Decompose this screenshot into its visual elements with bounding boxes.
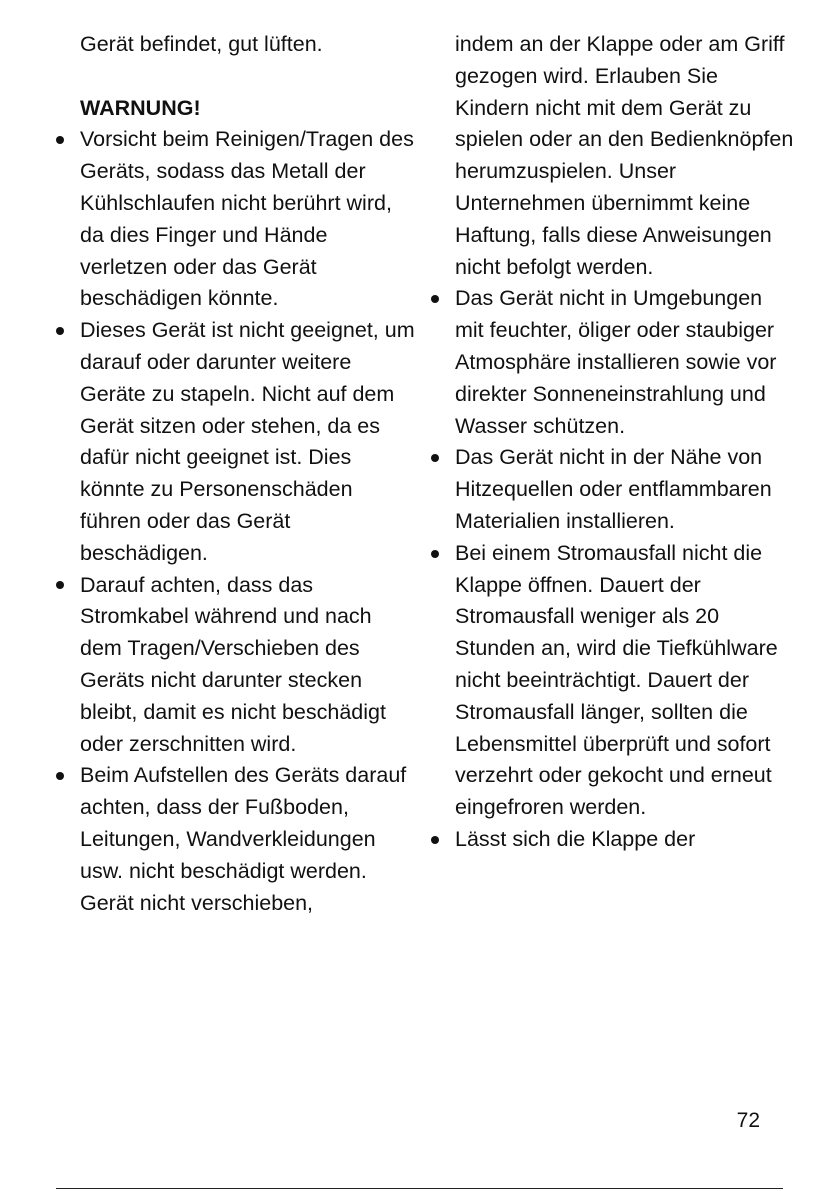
- continuation-paragraph: indem an der Klappe oder am Griff gezogen wird. Erlauben Sie Kindern nicht mit dem Gerät zu spielen oder an den Bedienknöpfen herumzuspielen. Unser Unternehmen übernimmt keine Haftung, falls diese Anweisungen nicht befolgt werden.: [455, 32, 794, 279]
- list-item: [40, 760, 415, 919]
- list-item-text: Darauf achten, dass das Stromkabel während und nach dem Tragen/Verschieben des Geräts nicht darunter stecken bleibt, damit es nicht beschädigt oder zerschnitten wird.: [80, 572, 386, 756]
- bullet-icon: [40, 760, 80, 792]
- bullet-icon: [40, 315, 80, 347]
- bullet-icon: [40, 124, 80, 156]
- list-item-text: Bei einem Stromausfall nicht die Klappe öffnen. Dauert der Stromausfall weniger als 20 Stunden an, wird die Tiefkühlware nicht beeinträchtigt. Dauert der Stromausfall länger, sollten die Lebensmittel überprüft und sofort verzehrt oder gekocht und erneut eingefroren werden.: [455, 540, 778, 820]
- bullet-icon: [40, 570, 80, 602]
- list-item: [40, 124, 415, 315]
- list-item: [415, 442, 795, 537]
- bullet-icon: [415, 283, 455, 315]
- list-item-text: Vorsicht beim Reinigen/Tragen des Geräts, sodass das Metall der Kühlschlaufen nicht berührt wird, da dies Finger und Hände verletzen oder das Gerät beschädigen könnte.: [80, 127, 414, 311]
- intro-line: Gerät befindet, gut lüften.: [80, 32, 323, 56]
- list-item: [415, 283, 795, 442]
- list-item-text: Beim Aufstellen des Geräts darauf achten, dass der Fußboden, Leitungen, Wandverkleidungen usw. nicht beschädigt werden. Gerät nicht verschieben,: [80, 763, 407, 915]
- list-item: [415, 538, 795, 824]
- list-item: [40, 570, 415, 761]
- right-column: [415, 29, 795, 856]
- footer-divider: [56, 1188, 783, 1189]
- bullet-icon: [415, 538, 455, 570]
- list-item-text: Lässt sich die Klappe der: [455, 826, 696, 851]
- bullet-icon: [415, 442, 455, 474]
- warning-heading: WARNUNG!: [80, 95, 201, 120]
- list-item: [40, 315, 415, 569]
- list-item: [415, 824, 795, 856]
- list-item-text: Das Gerät nicht in Umgebungen mit feuchter, öliger oder staubiger Atmosphäre installieren sowie vor direkter Sonneneinstrahlung und Wasser schützen.: [455, 286, 777, 438]
- bullet-icon: [415, 824, 455, 856]
- list-item-text: Dieses Gerät ist nicht geeignet, um darauf oder darunter weitere Geräte zu stapeln. Nicht auf dem Gerät sitzen oder stehen, da es dafür nicht geeignet ist. Dies könnte zu Personenschäden führen oder das Gerät beschädigen.: [80, 318, 415, 565]
- page-number: 72: [736, 1109, 760, 1132]
- left-column: [40, 29, 415, 919]
- list-item-text: Das Gerät nicht in der Nähe von Hitzequellen oder entflammbaren Materialien installieren.: [455, 445, 772, 533]
